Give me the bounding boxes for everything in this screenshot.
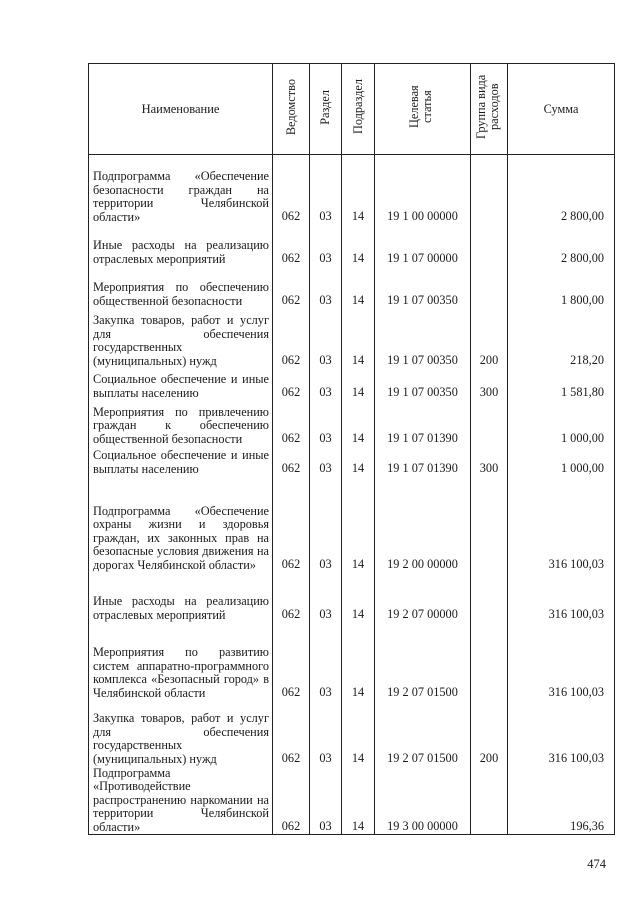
table-row — [89, 369, 615, 401]
table-row — [89, 267, 615, 309]
table-row — [89, 767, 615, 835]
row-sum: 1 000,00 — [508, 401, 615, 447]
row-vedomstvo: 062 — [273, 369, 310, 401]
row-razdel: 03 — [310, 623, 342, 701]
table-row — [89, 155, 615, 225]
row-expense-group — [471, 401, 508, 447]
row-target-article: 19 2 07 01500 — [375, 701, 471, 767]
row-sum: 196,36 — [508, 767, 615, 835]
row-sum: 316 100,03 — [508, 623, 615, 701]
row-sum: 316 100,03 — [508, 701, 615, 767]
row-podrazdel: 14 — [342, 309, 375, 369]
row-name: Закупка товаров, работ и услуг для обеспечения государственных (муниципальных) нужд — [89, 309, 273, 369]
row-name: Подпрограмма «Обеспечение охраны жизни и здоровья граждан, их законных прав на безопасные условия движения на дорогах Челябинской области» — [89, 477, 273, 573]
header-podrazdel: Подраздел — [342, 64, 375, 155]
row-podrazdel: 14 — [342, 623, 375, 701]
row-vedomstvo: 062 — [273, 155, 310, 225]
row-vedomstvo: 062 — [273, 701, 310, 767]
row-podrazdel: 14 — [342, 701, 375, 767]
row-name: Подпрограмма «Противодействие распространению наркомании на территории Челябинской области» — [89, 767, 273, 835]
row-podrazdel: 14 — [342, 267, 375, 309]
row-razdel: 03 — [310, 155, 342, 225]
row-target-article: 19 2 07 00000 — [375, 573, 471, 623]
table-body — [89, 155, 615, 835]
row-sum: 1 000,00 — [508, 447, 615, 477]
row-name: Социальное обеспечение и иные выплаты населению — [89, 369, 273, 401]
header-name: Наименование — [89, 64, 273, 155]
row-target-article: 19 1 07 01390 — [375, 447, 471, 477]
row-vedomstvo: 062 — [273, 309, 310, 369]
table-header-row — [89, 64, 615, 155]
row-target-article: 19 3 00 00000 — [375, 767, 471, 835]
table-row — [89, 309, 615, 369]
row-expense-group: 300 — [471, 447, 508, 477]
row-sum: 2 800,00 — [508, 225, 615, 267]
budget-table — [88, 63, 615, 835]
header-vedomstvo: Ведомство — [273, 64, 310, 155]
row-vedomstvo: 062 — [273, 573, 310, 623]
row-vedomstvo: 062 — [273, 225, 310, 267]
row-sum: 218,20 — [508, 309, 615, 369]
row-razdel: 03 — [310, 447, 342, 477]
row-razdel: 03 — [310, 267, 342, 309]
row-sum: 1 581,80 — [508, 369, 615, 401]
row-razdel: 03 — [310, 401, 342, 447]
row-podrazdel: 14 — [342, 155, 375, 225]
row-vedomstvo: 062 — [273, 447, 310, 477]
row-razdel: 03 — [310, 767, 342, 835]
page-number: 474 — [587, 857, 606, 871]
row-target-article: 19 1 07 00000 — [375, 225, 471, 267]
row-vedomstvo: 062 — [273, 401, 310, 447]
row-razdel: 03 — [310, 225, 342, 267]
row-expense-group: 200 — [471, 309, 508, 369]
table-row — [89, 573, 615, 623]
row-name: Социальное обеспечение и иные выплаты населению — [89, 447, 273, 477]
row-podrazdel: 14 — [342, 767, 375, 835]
header-expense-group: Группа вида расходов — [471, 64, 508, 155]
table-row — [89, 447, 615, 477]
row-vedomstvo: 062 — [273, 267, 310, 309]
row-expense-group — [471, 267, 508, 309]
table-row — [89, 623, 615, 701]
row-podrazdel: 14 — [342, 369, 375, 401]
row-expense-group — [471, 623, 508, 701]
header-razdel: Раздел — [310, 64, 342, 155]
row-expense-group — [471, 155, 508, 225]
row-razdel: 03 — [310, 369, 342, 401]
row-podrazdel: 14 — [342, 447, 375, 477]
row-sum: 316 100,03 — [508, 477, 615, 573]
row-name: Мероприятия по привлечению граждан к обеспечению общественной безопасности — [89, 401, 273, 447]
row-podrazdel: 14 — [342, 401, 375, 447]
row-expense-group: 300 — [471, 369, 508, 401]
table-row — [89, 401, 615, 447]
row-expense-group — [471, 477, 508, 573]
row-expense-group: 200 — [471, 701, 508, 767]
row-podrazdel: 14 — [342, 573, 375, 623]
row-target-article: 19 2 00 00000 — [375, 477, 471, 573]
row-expense-group — [471, 573, 508, 623]
row-podrazdel: 14 — [342, 225, 375, 267]
header-target-article: Целевая статья — [375, 64, 471, 155]
row-name: Закупка товаров, работ и услуг для обеспечения государственных (муниципальных) нужд — [89, 701, 273, 767]
row-razdel: 03 — [310, 309, 342, 369]
row-target-article: 19 1 00 00000 — [375, 155, 471, 225]
table-row — [89, 477, 615, 573]
row-razdel: 03 — [310, 573, 342, 623]
row-name: Мероприятия по развитию систем аппаратно-программного комплекса «Безопасный город» в Челябинской области — [89, 623, 273, 701]
row-target-article: 19 1 07 00350 — [375, 267, 471, 309]
row-vedomstvo: 062 — [273, 767, 310, 835]
table-row — [89, 225, 615, 267]
row-name: Иные расходы на реализацию отраслевых мероприятий — [89, 573, 273, 623]
row-target-article: 19 2 07 01500 — [375, 623, 471, 701]
row-expense-group — [471, 225, 508, 267]
row-name: Мероприятия по обеспечению общественной безопасности — [89, 267, 273, 309]
row-podrazdel: 14 — [342, 477, 375, 573]
row-vedomstvo: 062 — [273, 623, 310, 701]
row-name: Иные расходы на реализацию отраслевых мероприятий — [89, 225, 273, 267]
row-sum: 316 100,03 — [508, 573, 615, 623]
row-target-article: 19 1 07 00350 — [375, 309, 471, 369]
row-razdel: 03 — [310, 477, 342, 573]
row-sum: 1 800,00 — [508, 267, 615, 309]
row-razdel: 03 — [310, 701, 342, 767]
row-vedomstvo: 062 — [273, 477, 310, 573]
row-target-article: 19 1 07 00350 — [375, 369, 471, 401]
row-sum: 2 800,00 — [508, 155, 615, 225]
header-sum: Сумма — [508, 64, 615, 155]
row-expense-group — [471, 767, 508, 835]
table-row — [89, 701, 615, 767]
row-target-article: 19 1 07 01390 — [375, 401, 471, 447]
row-name: Подпрограмма «Обеспечение безопасности граждан на территории Челябинской области» — [89, 155, 273, 225]
